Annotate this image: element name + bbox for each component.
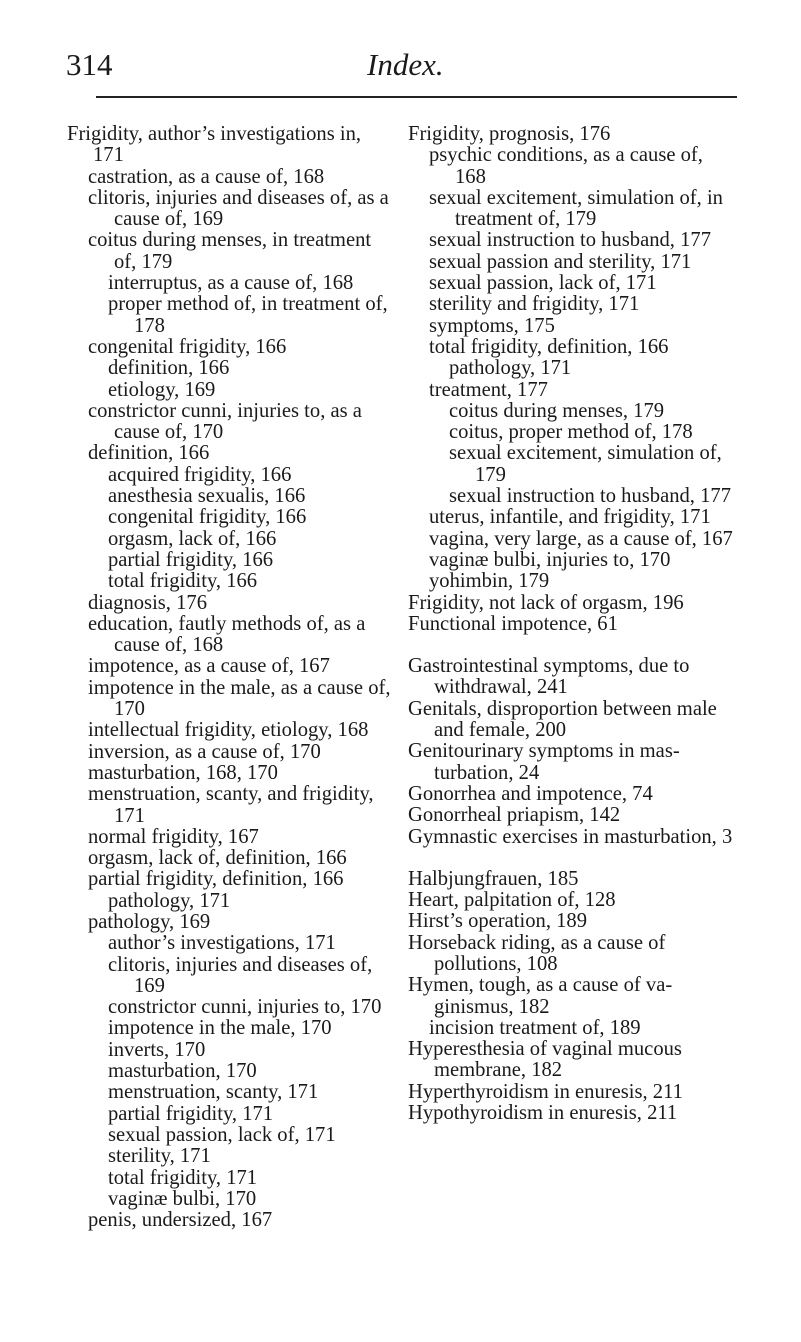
index-entry: constrictor cunni, injuries to, 170 bbox=[108, 996, 382, 1019]
index-entry: Gonorrhea and impotence, 74 bbox=[408, 782, 653, 805]
index-entry: congenital frigidity, 166 bbox=[108, 506, 307, 529]
header-rule bbox=[96, 96, 737, 98]
index-entry: impotence in the male, as a cause of, 170 bbox=[88, 676, 391, 721]
index-entry: total frigidity, definition, 166 bbox=[429, 335, 669, 358]
index-entry: vaginæ bulbi, injuries to, 170 bbox=[429, 548, 671, 571]
index-entry: impotence, as a cause of, 167 bbox=[88, 655, 330, 678]
index-entry: penis, undersized, 167 bbox=[88, 1209, 273, 1232]
index-entry: pathology, 169 bbox=[88, 910, 211, 933]
index-entry: Gastrointestinal symptoms, due to withdrawal, 241 bbox=[408, 655, 690, 699]
index-entry: partial frigidity, 171 bbox=[108, 1102, 274, 1125]
index-entry: menstruation, scanty, and frigidity, 171 bbox=[88, 783, 374, 827]
index-entry: partial frigidity, 166 bbox=[108, 548, 274, 571]
index-entry: orgasm, lack of, 166 bbox=[108, 527, 277, 550]
index-entry: proper method of, in treatment of, 178 bbox=[108, 293, 388, 337]
index-entry: clitoris, injuries and diseases of, as a cause of, 169 bbox=[88, 186, 389, 231]
index-entry: Hirst’s operation, 189 bbox=[408, 910, 588, 933]
index-entry: uterus, infantile, and frigidity, 171 bbox=[429, 506, 711, 529]
index-entry: vaginæ bulbi, 170 bbox=[108, 1187, 257, 1210]
index-entry: yohimbin, 179 bbox=[429, 570, 550, 593]
index-entry: Horseback riding, as a cause of pollutions, 108 bbox=[408, 931, 666, 975]
index-entry: normal frigidity, 167 bbox=[88, 825, 259, 848]
index-entry: etiology, 169 bbox=[108, 378, 216, 401]
index-entry: castration, as a cause of, 168 bbox=[88, 165, 325, 188]
index-entry: total frigidity, 171 bbox=[108, 1166, 258, 1189]
index-entry: coitus during menses, in treatment of, 179 bbox=[88, 229, 372, 273]
index-entry: Halbjungfrauen, 185 bbox=[408, 867, 579, 890]
index-entry: sexual passion, lack of, 171 bbox=[108, 1123, 336, 1146]
index-entry: sexual excitement, simulation of, in treatment of, 179 bbox=[429, 186, 723, 231]
index-column-right bbox=[408, 124, 734, 1124]
index-entry: Frigidity, author’s investigations in, 171 bbox=[67, 123, 362, 167]
index-entry: partial frigidity, definition, 166 bbox=[88, 868, 344, 891]
index-column-left bbox=[67, 124, 393, 1231]
index-entry: coitus during menses, 179 bbox=[449, 399, 665, 422]
index-entry: acquired frigidity, 166 bbox=[108, 463, 292, 486]
page-number: 314 bbox=[66, 47, 113, 82]
index-entry: Hyperthyroidism in enuresis, 211 bbox=[408, 1080, 683, 1103]
index-entry: masturbation, 170 bbox=[108, 1060, 257, 1083]
index-entry: treatment, 177 bbox=[429, 378, 548, 401]
index-entry: Genitals, disproportion between male and female, 200 bbox=[408, 697, 717, 742]
index-entry: pathology, 171 bbox=[108, 889, 231, 912]
index-entry: incision treatment of, 189 bbox=[429, 1016, 641, 1039]
index-entry: Gymnastic exercises in masturbation, 3 bbox=[408, 825, 733, 848]
index-entry: pathology, 171 bbox=[449, 357, 572, 380]
index-entry: inverts, 170 bbox=[108, 1038, 206, 1061]
index-entry: Frigidity, not lack of orgasm, 196 bbox=[408, 591, 684, 614]
index-entry: orgasm, lack of, definition, 166 bbox=[88, 847, 347, 870]
index-entry: sexual passion and sterility, 171 bbox=[429, 250, 692, 273]
index-entry: congenital frigidity, 166 bbox=[88, 335, 287, 358]
running-title: Index. bbox=[367, 47, 444, 82]
index-entry: Gonorrheal priapism, 142 bbox=[408, 804, 621, 827]
index-entry: sexual excitement, simulation of, 179 bbox=[449, 442, 722, 486]
index-entry: Genitourinary symptoms in masturbation, 24 bbox=[408, 740, 680, 784]
page-header bbox=[0, 45, 801, 95]
index-entry: clitoris, injuries and diseases of, 169 bbox=[108, 953, 373, 997]
index-entry: definition, 166 bbox=[88, 442, 210, 465]
index-entry: Frigidity, prognosis, 176 bbox=[408, 123, 611, 145]
index-entry: constrictor cunni, injuries to, as a cause of, 170 bbox=[88, 399, 362, 444]
index-entry: inversion, as a cause of, 170 bbox=[88, 740, 321, 763]
index-entry: Hypothyroidism in enuresis, 211 bbox=[408, 1102, 678, 1125]
index-entry: total frigidity, 166 bbox=[108, 570, 258, 593]
index-entry: education, fautly methods of, as a cause of, 168 bbox=[88, 612, 366, 657]
index-entry: Hyperesthesia of vaginal mucous membrane, 182 bbox=[408, 1038, 682, 1082]
index-entry: masturbation, 168, 170 bbox=[88, 761, 278, 784]
index-entry: symptoms, 175 bbox=[429, 314, 555, 337]
index-entry: Hymen, tough, as a cause of vaginismus, 182 bbox=[408, 974, 673, 1018]
index-entry: sterility, 171 bbox=[108, 1145, 211, 1168]
index-entry: menstruation, scanty, 171 bbox=[108, 1081, 319, 1104]
index-entry: author’s investigations, 171 bbox=[108, 932, 336, 955]
index-entry: definition, 166 bbox=[108, 357, 230, 380]
index-entry: psychic conditions, as a cause of, 168 bbox=[429, 144, 703, 188]
index-entry: sterility and frigidity, 171 bbox=[429, 293, 640, 316]
index-entry: anesthesia sexualis, 166 bbox=[108, 485, 306, 508]
index-entry: sexual instruction to husband, 177 bbox=[429, 229, 711, 252]
index-entry: vagina, very large, as a cause of, 167 bbox=[429, 527, 733, 550]
index-entry: diagnosis, 176 bbox=[88, 591, 207, 614]
index-entry: intellectual frigidity, etiology, 168 bbox=[88, 719, 369, 742]
index-entry: impotence in the male, 170 bbox=[108, 1017, 332, 1040]
index-entry: Functional impotence, 61 bbox=[408, 612, 618, 635]
index-entry: coitus, proper method of, 178 bbox=[449, 421, 693, 444]
index-entry: sexual passion, lack of, 171 bbox=[429, 272, 657, 295]
index-entry: Heart, palpitation of, 128 bbox=[408, 889, 616, 912]
index-entry: sexual instruction to husband, 177 bbox=[449, 485, 731, 508]
index-entry: interruptus, as a cause of, 168 bbox=[108, 272, 354, 295]
